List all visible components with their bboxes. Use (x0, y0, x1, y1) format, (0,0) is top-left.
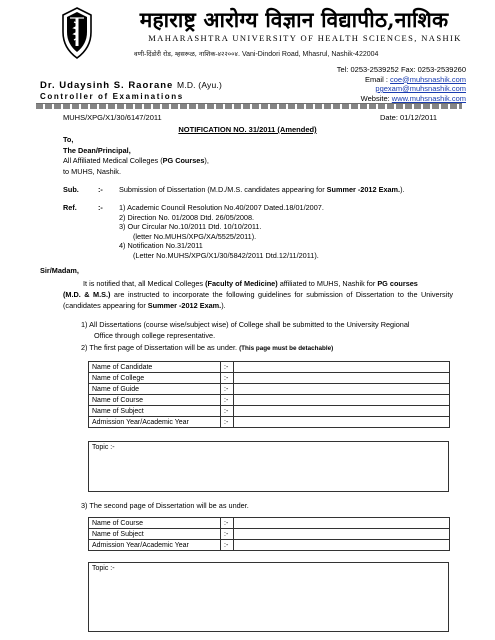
table-row (89, 384, 450, 395)
field-value (234, 540, 450, 551)
ref-colon: :- (98, 203, 103, 212)
item1-line2: Office through college representative. (94, 330, 216, 340)
sub-label: Sub. (63, 185, 79, 194)
reference-number: MUHS/XPG/X1/30/6147/2011 (63, 113, 162, 122)
item1-line1: 1) All Dissertations (course wise/subject wise) of College shall be submitted to the University Regional (81, 320, 410, 329)
field-value (234, 417, 450, 428)
subject-post: ). (400, 185, 405, 194)
item2-text: 2) The first page of Dissertation will be as under. (81, 343, 238, 352)
instruction-item-2 (81, 343, 333, 355)
field-label: Name of College (89, 373, 221, 384)
topic-box-2 (88, 562, 449, 632)
subject-bold: Summer -2012 Exam. (326, 185, 401, 194)
table-row (89, 540, 450, 551)
field-colon: :- (221, 395, 234, 406)
item2-note: (This page must be detachable) (239, 345, 334, 352)
address-english: Vani-Dindori Road, Mhasrul, Nashik-422004 (241, 51, 379, 58)
dissertation-first-page-table (88, 361, 450, 428)
field-value (234, 395, 450, 406)
field-colon: :- (221, 384, 234, 395)
field-label: Admission Year/Academic Year (89, 417, 221, 428)
reference-list (119, 203, 324, 261)
university-logo (60, 6, 94, 60)
field-colon: :- (221, 417, 234, 428)
addressee-line: The Dean/Principal, (63, 145, 131, 155)
para-part: PG courses (377, 279, 418, 288)
reference-item: 3) Our Circular No.10/2011 Dtd. 10/10/2011. (119, 222, 262, 232)
table-row (89, 373, 450, 384)
field-value (234, 384, 450, 395)
field-label: Name of Course (89, 518, 221, 529)
email-link-pgexam[interactable]: pgexam@muhsnashik.com (375, 84, 466, 93)
header-divider (36, 103, 462, 109)
university-name-english: MAHARASHTRA UNIVERSITY OF HEALTH SCIENCES, NASHIK (148, 33, 462, 43)
field-value (234, 362, 450, 373)
reference-item: 2) Direction No. 01/2008 Dtd. 26/05/2008. (119, 212, 255, 222)
main-paragraph (63, 278, 453, 311)
addressee-block (63, 135, 209, 177)
controller-degree: M.D. (Ayu.) (176, 80, 223, 90)
field-label: Name of Subject (89, 529, 221, 540)
reference-item: 1) Academic Council Resolution No.40/2007 Dated.18/01/2007. (119, 203, 324, 212)
address-hindi: वणी-दिंडोरी रोड, म्हसरूळ, नाशिक-४२२००४. (134, 50, 241, 58)
para-part: It is notified that, all Medical Colleges (83, 279, 206, 288)
para-part: (M.D. & M.S.) (63, 290, 111, 299)
subject-text (119, 185, 405, 196)
field-value (234, 373, 450, 384)
university-name-hindi: महाराष्ट्र आरोग्य विज्ञान विद्यापीठ,नाशिक (139, 7, 449, 32)
para-part: (Faculty of Medicine) (205, 279, 278, 288)
email-line (337, 75, 466, 85)
field-label: Name of Guide (89, 384, 221, 395)
contact-block (337, 65, 466, 103)
field-label: Name of Candidate (89, 362, 221, 373)
field-colon: :- (221, 529, 234, 540)
to-line: To, (63, 135, 74, 144)
letter-date: Date: 01/12/2011 (380, 113, 437, 122)
subject-label (63, 185, 79, 196)
para-part: Summer -2012 Exam. (147, 301, 222, 310)
field-colon: :- (221, 373, 234, 384)
field-colon: :- (221, 362, 234, 373)
para-part: ). (221, 301, 226, 310)
email-label: Email : (365, 74, 391, 84)
website-line (337, 94, 466, 104)
addressee-colleges-post: ), (204, 156, 209, 165)
subject-pre: Submission of Dissertation (M.D./M.S. candidates appearing for (119, 185, 327, 194)
topic-label: Topic :- (92, 444, 115, 451)
field-value (234, 518, 450, 529)
addressee-university: to MUHS, Nashik. (63, 166, 121, 176)
email-line-2 (337, 84, 466, 94)
field-colon: :- (221, 518, 234, 529)
topic-label: Topic :- (92, 565, 115, 572)
reference-item: (Letter No.MUHS/XPG/X1/30/5842/2011 Dtd.12/11/2011). (133, 250, 319, 260)
para-part: are instructed to incorporate the following guidelines for submission of Dissertation to the University (candidates appearing for (63, 290, 453, 310)
reference-item: 4) Notification No.31/2011 (119, 241, 203, 251)
dissertation-second-page-table (88, 517, 450, 551)
field-colon: :- (221, 540, 234, 551)
table-row (89, 417, 450, 428)
field-label: Name of Course (89, 395, 221, 406)
instruction-item-1 (81, 320, 410, 341)
email-link-coe[interactable]: coe@muhsnashik.com (390, 74, 466, 84)
controller-name-text: Dr. Udaysinh S. Raorane (40, 80, 174, 91)
controller-name (40, 80, 222, 91)
field-value (234, 406, 450, 417)
field-colon: :- (221, 406, 234, 417)
instruction-item-3: 3) The second page of Dissertation will be as under. (81, 501, 249, 510)
addressee-colleges-bold: PG Courses (162, 156, 205, 165)
ref-label: Ref. (63, 203, 77, 212)
field-label: Admission Year/Academic Year (89, 540, 221, 551)
website-link[interactable]: www.muhsnashik.com (391, 93, 466, 103)
table-row (89, 518, 450, 529)
table-row (89, 529, 450, 540)
tel-fax: Tel: 0253-2539252 Fax: 0253-2539260 (336, 65, 466, 74)
table-row (89, 395, 450, 406)
field-label: Name of Subject (89, 406, 221, 417)
addressee-colleges-pre: All Affiliated Medical Colleges ( (63, 156, 163, 165)
university-address (134, 49, 378, 58)
website-label: Website: (360, 93, 392, 103)
sub-colon: :- (98, 185, 103, 194)
addressee-colleges (63, 156, 209, 167)
salutation: Sir/Madam, (40, 266, 79, 275)
para-part: affiliated to MUHS, Nashik for (277, 279, 378, 288)
notification-title: NOTIFICATION NO. 31/2011 (Amended) (178, 125, 317, 134)
table-row (89, 362, 450, 373)
topic-box-1 (88, 441, 449, 492)
reference-item: (letter No.MUHS/XPG/XA/5525/2011). (133, 231, 257, 241)
field-value (234, 529, 450, 540)
table-row (89, 406, 450, 417)
controller-title: Controller of Examinations (40, 92, 184, 101)
